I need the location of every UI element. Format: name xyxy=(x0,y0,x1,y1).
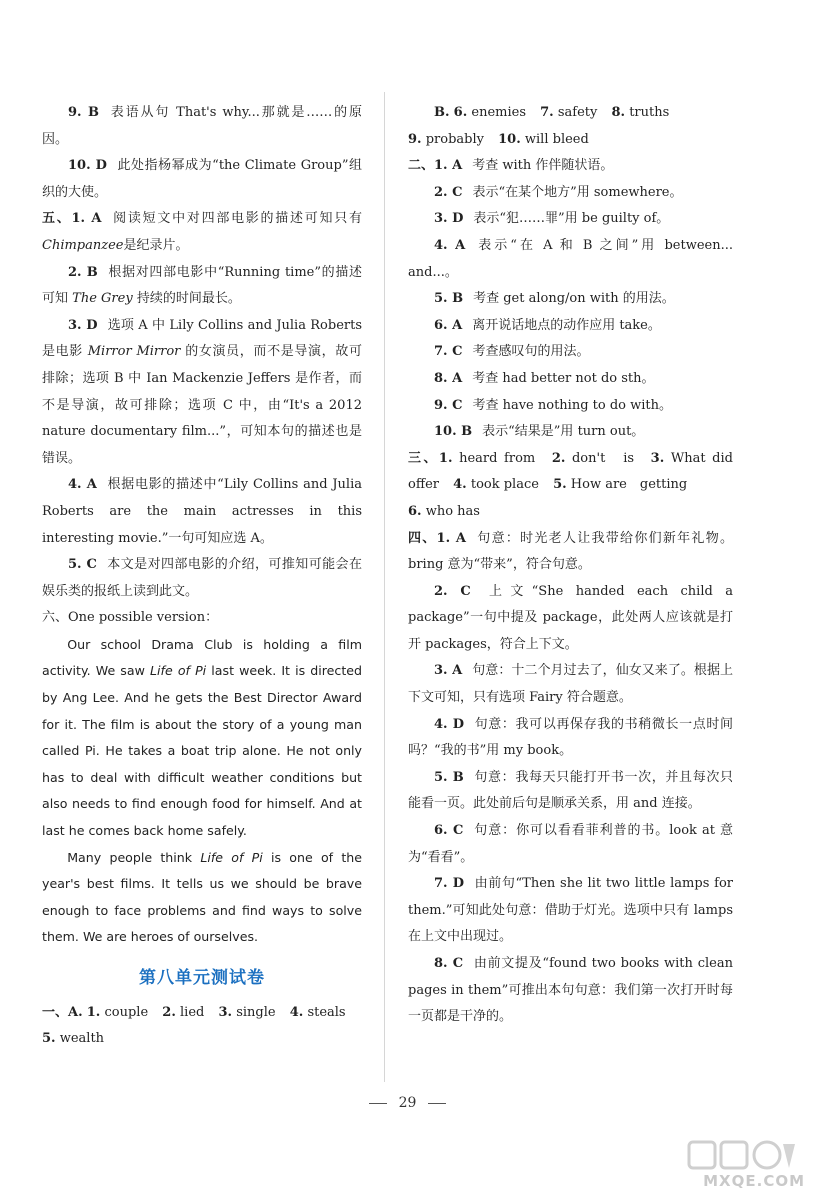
essay-text: is one of the year's best films. It tells us we should be brave enough to face problems and find ways to solve them. We are heroes of ourselves. xyxy=(42,849,363,945)
page-number-dash xyxy=(428,1103,446,1104)
answer-item xyxy=(408,366,733,393)
unit-title: 第八单元测试卷 xyxy=(139,968,265,988)
film-title: The Grey xyxy=(72,291,133,307)
answer-word: steals xyxy=(307,1004,346,1020)
answer-item xyxy=(42,472,362,552)
answer-item xyxy=(42,552,362,605)
answer-word: took place xyxy=(470,477,539,493)
answer-word: enemies xyxy=(471,105,526,120)
section-number: 五、1. A xyxy=(42,211,102,227)
answer-number: 6. C xyxy=(434,823,464,839)
answer-item xyxy=(408,153,733,180)
answer-number: 4. A xyxy=(68,477,97,493)
answer-item xyxy=(408,206,733,233)
answer-text: 表语从句 That's why...那就是……的原因。 xyxy=(42,105,362,147)
essay-text: Our school Drama Club is holding a film activity. We saw xyxy=(42,636,362,679)
answer-word: How are getting xyxy=(570,477,688,493)
answer-number: 3. D xyxy=(434,211,464,227)
vocab-answers xyxy=(408,100,733,153)
answer-word: wealth xyxy=(59,1031,105,1047)
answer-number: 10. D xyxy=(68,158,107,174)
answer-text: 是纪录片。 xyxy=(123,237,189,253)
answer-number: 3. xyxy=(650,450,665,466)
answer-item xyxy=(42,313,362,473)
answer-number: 2. xyxy=(162,1004,176,1020)
answer-text: 表示“在某个地方”用 somewhere。 xyxy=(472,184,683,200)
answer-text: 表示“犯……罪”用 be guilty of。 xyxy=(473,211,670,227)
section-heading: 六、One possible version： xyxy=(42,610,219,626)
film-title: Life of Pi xyxy=(200,849,263,865)
answer-number: 5. B xyxy=(434,769,464,785)
answer-word: What did offer xyxy=(408,450,746,493)
section-number: B. xyxy=(434,105,450,120)
page-number-dash xyxy=(369,1103,387,1104)
answer-text: 考查 with 作伴随状语。 xyxy=(472,158,614,174)
answer-item xyxy=(408,313,733,340)
answer-number: 2. C xyxy=(434,583,471,599)
answer-text: 句意：你可以看看菲利普的书。look at 意为“看看”。 xyxy=(408,823,733,865)
answer-number: 8. C xyxy=(434,956,464,971)
answer-text: 表示“在 A 和 B 之间”用 between... and...。 xyxy=(408,237,734,280)
answer-number: 6. xyxy=(408,503,422,519)
answer-number: 5. xyxy=(42,1031,56,1047)
answer-number: 3. xyxy=(218,1004,233,1020)
answer-number: 8. A xyxy=(434,370,463,386)
site-watermark xyxy=(675,1130,805,1190)
essay-paragraph xyxy=(42,632,362,845)
answer-number: 5. B xyxy=(434,291,464,307)
answer-number: 7. xyxy=(540,105,554,120)
answer-text: 句意：时光老人让我带给你们新年礼物。bring 意为“带来”，符合句意。 xyxy=(408,530,733,573)
left-column xyxy=(42,100,362,1053)
answer-text: 由前文提及“found two books with clean pages in them”可推出本句句意：我们第一次打开时每一页都是干净的。 xyxy=(408,956,733,1025)
answer-text: 上文“She handed each child a package”一句中提及 package，此处两人应该就是打开 packages，符合上下文。 xyxy=(408,583,733,652)
answer-text: 本文是对四部电影的介绍，可推知可能会在娱乐类的报纸上读到此文。 xyxy=(42,557,362,599)
answer-text: 考查 have nothing to do with。 xyxy=(472,397,673,413)
answer-number: 6. xyxy=(453,105,468,120)
answer-item xyxy=(408,658,733,711)
answer-number: 2. xyxy=(551,450,566,466)
answer-number: 1. xyxy=(86,1004,101,1020)
answer-number: 2. B xyxy=(68,264,98,280)
answer-word: who has xyxy=(425,503,480,519)
answer-number: 3. A xyxy=(434,663,463,679)
answer-number: 5. C xyxy=(68,557,97,573)
phrase-answers xyxy=(408,446,746,526)
answer-item xyxy=(408,712,733,765)
answer-number: 9. B xyxy=(68,105,99,120)
answer-word: don't is xyxy=(571,450,635,466)
answer-number: 2. C xyxy=(434,184,463,200)
answer-word: safety xyxy=(557,105,598,120)
answer-text: 考查 get along/on with 的用法。 xyxy=(473,291,675,307)
film-title: Life of Pi xyxy=(150,663,207,679)
column-divider xyxy=(384,92,385,1082)
answer-text: 句意：我可以再保存我的书稍微长一点时间吗？“我的书”用 my book。 xyxy=(408,716,733,759)
watermark-logo-icon xyxy=(687,1138,797,1172)
answer-text: 此处指杨幂成为“the Climate Group”组织的大使。 xyxy=(42,158,362,200)
answer-item xyxy=(42,260,362,313)
right-column xyxy=(408,100,746,1031)
answer-item xyxy=(42,153,362,206)
answer-item xyxy=(408,393,733,420)
answer-word: truths xyxy=(629,105,670,120)
answer-number: 8. xyxy=(611,105,626,120)
section-number: 一、A. xyxy=(42,1004,83,1020)
answer-text: 选项 A 中 Lily Collins and Julia Roberts 是电影 xyxy=(42,317,362,360)
answer-text: 根据对四部电影中“Running time”的描述可知 xyxy=(42,264,362,307)
answer-item xyxy=(408,180,733,207)
essay-text: Many people think xyxy=(67,849,193,865)
answer-text: 离开说话地点的动作应用 take。 xyxy=(472,317,661,333)
essay-paragraph xyxy=(42,845,362,951)
answer-text: 考查 had better not do sth。 xyxy=(472,370,655,386)
answer-item xyxy=(408,818,733,871)
answer-number: 9. C xyxy=(434,397,463,413)
answer-text: 考查感叹句的用法。 xyxy=(472,344,590,360)
answer-number: 10. B xyxy=(434,424,473,440)
answer-word: heard from xyxy=(459,450,536,466)
answer-item xyxy=(42,100,362,153)
answer-item xyxy=(408,233,733,286)
answer-number: 9. xyxy=(408,131,422,147)
answer-word: probably xyxy=(425,131,484,147)
film-title: Chimpanzee xyxy=(42,237,124,253)
answer-item xyxy=(42,206,362,259)
answer-word: lied xyxy=(180,1004,205,1020)
answer-number: 4. D xyxy=(434,716,465,732)
answer-text: 阅读短文中对四部电影的描述可知只有 xyxy=(111,211,362,227)
answer-number: 1. xyxy=(438,450,453,466)
answer-number: 5. xyxy=(553,477,567,493)
essay-text: last week. It is directed by Ang Lee. And he gets the Best Director Award for it. The film is about the story of a young man called Pi. He takes a boat trip alone. He not only has to deal with difficult weather conditions but also needs to find enough food for himself. And at last he comes back home safely. xyxy=(42,663,363,839)
answer-number: 3. D xyxy=(68,317,98,333)
answer-number: 7. D xyxy=(434,876,464,892)
answer-text: 持续的时间最长。 xyxy=(136,291,241,307)
film-title: Mirror Mirror xyxy=(87,344,181,360)
answer-item xyxy=(408,339,733,366)
answer-text: 根据电影的描述中“Lily Collins and Julia Roberts are the main actresses in this interesting movie.”一句可知应选 A。 xyxy=(42,477,362,546)
answer-text: 句意：十二个月过去了，仙女又来了。根据上下文可知，只有选项 Fairy 符合题意。 xyxy=(408,663,733,706)
section-number: 三、 xyxy=(408,450,439,466)
watermark-text: MXQE.COM xyxy=(703,1172,805,1190)
answer-item xyxy=(408,765,733,818)
answer-number: 7. C xyxy=(434,344,463,360)
answer-text: 表示“结果是”用 turn out。 xyxy=(482,424,645,440)
answer-number: 4. A xyxy=(434,237,466,253)
page-number-value: 29 xyxy=(398,1095,417,1111)
answer-number: 4. xyxy=(453,477,467,493)
answer-item xyxy=(408,871,733,951)
answer-number: 6. A xyxy=(434,317,463,333)
section-number: 四、1. A xyxy=(408,530,467,546)
answer-word: couple xyxy=(104,1004,149,1020)
answer-item xyxy=(408,286,733,313)
answer-text: 的女演员，而不是导演，故可排除；选项 B 中 Ian Mackenzie Jeffers 是作者，而不是导演，故可排除；选项 C 中，由“It's a 2012 nature documentary film...”，可知本句的描述也是错误。 xyxy=(42,344,362,466)
answer-number: 4. xyxy=(289,1004,304,1020)
answer-item xyxy=(408,526,733,579)
answer-item xyxy=(408,951,733,1031)
section-number: 二、1. A xyxy=(408,158,463,174)
vocab-answers xyxy=(42,1000,362,1053)
answer-item xyxy=(408,579,733,659)
page-number xyxy=(0,1095,815,1111)
answer-word: will bleed xyxy=(524,131,589,147)
answer-item xyxy=(408,419,733,446)
answer-word: single xyxy=(236,1004,276,1020)
answer-text: 由前句“Then she lit two little lamps for them.”可知此处句意：借助于灯光。选项中只有 lamps 在上文中出现过。 xyxy=(408,876,733,945)
answer-number: 10. xyxy=(498,131,521,147)
answer-text: 句意：我每天只能打开书一次，并且每次只能看一页。此处前后句是顺承关系，用 and 连接。 xyxy=(408,769,733,812)
